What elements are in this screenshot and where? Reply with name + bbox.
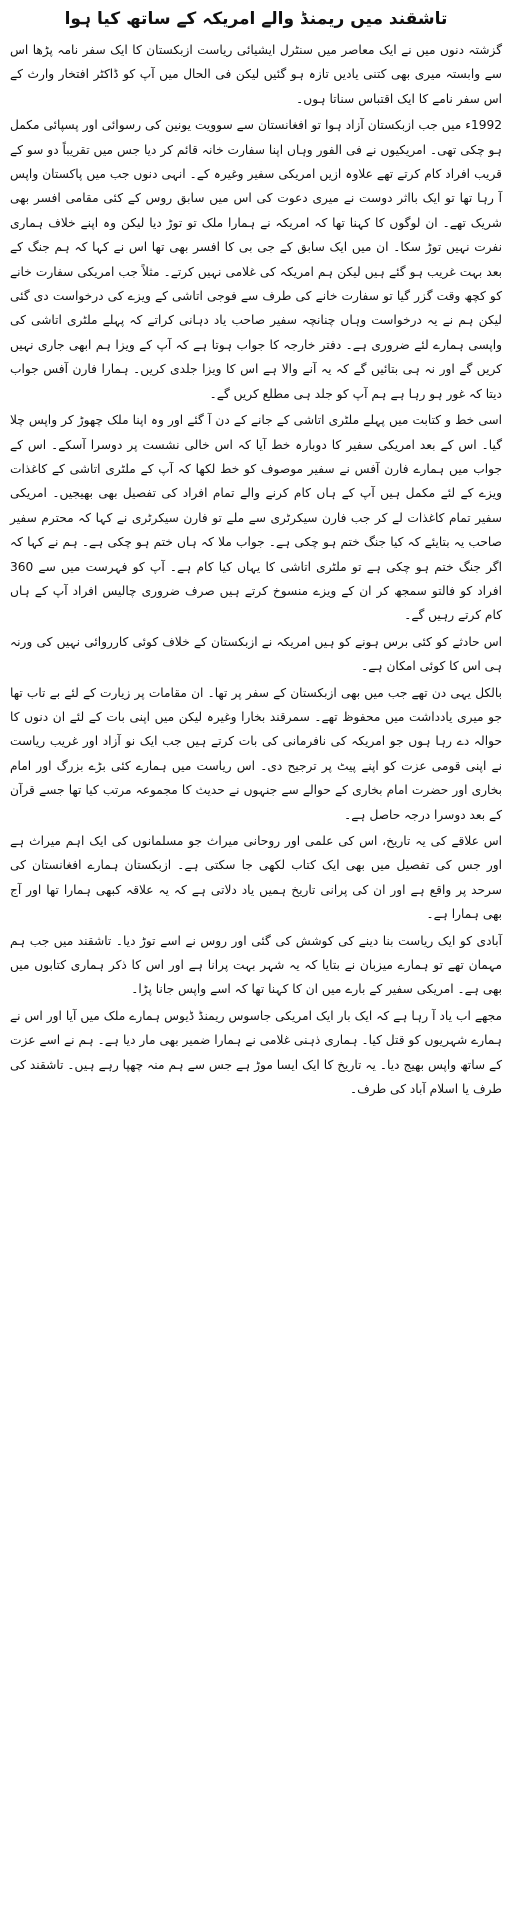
article-paragraph: اسی خط و کتابت میں پہلے ملٹری اتاشی کے جانے کے دن آ گئے اور وہ اپنا ملک چھوڑ کر واپس چلا گیا۔ اس کے بعد امریکی سفیر کا دوبارہ خط آیا کہ اس خالی نشست پر دوسرا آسکے۔ اس کے جواب میں ہمارے فارن آفس نے سفیر موصوف کو خط لکھا کہ آپ کے ملٹری اتاشی کے کاغذات ویزے کے لئے مکمل ہیں آپ کے ہاں کام کرنے والے تمام افراد کی تفصیل بھی بھیجیں۔ امریکی سفیر تمام کاغذات لے کر جب فارن سیکرٹری سے ملے تو فارن سیکرٹری نے کہا کہ محترم سفیر صاحب یہ بتایئے کہ کیا جنگ ختم ہو چکی ہے۔ جواب ملا کہ ہاں ختم ہو چکی ہے۔ ہم نے کہا کہ اگر جنگ ختم ہو چکی ہے تو ملٹری اتاشی کا یہاں کیا کام ہے۔ آپ کو فہرست میں سے 360 افراد کو فالتو سمجھ کر ان کے ویزے منسوخ کرتے ہیں صرف ضروری چالیس افراد آپ کے ہاں کام کرتے رہیں گے۔ — [10, 413, 502, 623]
article-headline: تاشقند میں ریمنڈ والے امریکہ کے ساتھ کیا ہوا — [64, 9, 448, 29]
article-paragraph: آبادی کو ایک ریاست بنا دینے کی کوشش کی گئی اور روس نے اسے توڑ دیا۔ تاشقند میں جب ہم مہمان تھے تو ہمارے میزبان نے بتایا کہ یہ شہر بہت پرانا ہے اور اس کا ذکر ہماری کتابوں میں بھی ہے۔ امریکی سفیر کے بارے میں ان کا کہنا تھا کہ اسے واپس جانا پڑا۔ — [10, 933, 502, 997]
article-paragraph: 1992ء میں جب ازبکستان آزاد ہوا تو افغانستان سے سوویت یونین کی رسوائی اور پسپائی مکمل ہو چکی تھی۔ امریکیوں نے فی الفور وہاں اپنا سفارت خانہ قائم کر دیا جس میں تقریباً دو سو کے قریب افراد کام کرتے تھے علاوہ ازیں امریکی سفیر وغیرہ کے۔ انہی دنوں جب میں پاکستان واپس آ رہا تھا تو ایک بااثر دوست نے میری دعوت کی اس میں سابق روس کے کئی مقامی افسر بھی شریک تھے۔ ان لوگوں کا کہنا تھا کہ امریکہ نے ہمارا ملک تو توڑ دیا لیکن وہ اپنے خلاف ہماری نفرت نہیں توڑ سکا۔ ان میں ایک سابق کے جی بی کا افسر بھی تھا اس نے کہا کہ ہم جنگ کے بعد بہت غریب ہو گئے ہیں لیکن ہم امریکہ کی غلامی نہیں کرتے۔ مثلاً جب امریکی سفارت خانے کو کچھ وقت گزر گیا تو سفارت خانے کی طرف سے فوجی اتاشی کے ویزے کی درخواست دی گئی لیکن ہم نے یہ درخواست وہاں چنانچہ سفیر صاحب یاد دہانی کراتے کہ پہلے ملٹری اتاشی کی واپسی ہمارے لئے ضروری ہے۔ دفتر خارجہ کا جواب ہوتا ہے کہ آپ کے ویزا ہم ابھی جاری نہیں کریں گے اور نہ ہی بتائیں گے کہ یہ آنے والا ہے اس کا ویزا جلدی کریں۔ ہمارا فارن آفس جواب دیتا کہ غور ہو رہا ہے ہم آپ کو جلد ہی مطلع کریں گے۔ — [10, 118, 502, 401]
article-body — [10, 38, 502, 1101]
article-paragraph: بالکل یہی دن تھے جب میں بھی ازبکستان کے سفر پر تھا۔ ان مقامات پر زیارت کے لئے بے تاب تھا جو میری یادداشت میں محفوظ تھے۔ سمرقند بخارا وغیرہ لیکن میں اپنی بات کے لئے ان دنوں کا حوالہ دے رہا ہوں جو امریکہ کی نافرمانی کی بات کرتے ہیں جب ایک نو آزاد اور غریب ریاست نے اپنی قومی عزت کو اپنے پیٹ پر ترجیح دی۔ اس ریاست میں ہمارے کئی بڑے بزرگ اور امام بخاری اور حضرت امام بخاری کے حوالے سے جنہوں نے حدیث کا مجموعہ مرتب کیا تھا جسے قرآن کے بعد دوسرا درجہ حاصل ہے۔ — [10, 685, 502, 822]
article-paragraph: اس حادثے کو کئی برس ہونے کو ہیں امریکہ نے ازبکستان کے خلاف کوئی کارروائی نہیں کی ورنہ ہی اس کا کوئی امکان ہے۔ — [10, 634, 502, 674]
article-paragraph: اس علاقے کی یہ تاریخ، اس کی علمی اور روحانی میراث جو مسلمانوں کی ایک اہم میراث ہے اور جس کی تفصیل میں بھی ایک کتاب لکھی جا سکتی ہے۔ ازبکستان ہمارے افغانستان کی سرحد پر واقع ہے اور ان کی پرانی تاریخ ہمیں یاد دلاتی ہے کہ یہ علاقہ کبھی ہمارا تھا اور آج بھی ہمارا ہے۔ — [10, 834, 502, 922]
article-paragraph: مجھے اب یاد آ رہا ہے کہ ایک بار ایک امریکی جاسوس ریمنڈ ڈیوس ہمارے ملک میں آیا اور اس نے ہمارے شہریوں کو قتل کیا۔ ہماری ذہنی غلامی نے ہمارا ضمیر بھی مار دیا ہے۔ ہم نے اسے عزت کے ساتھ واپس بھیج دیا۔ یہ تاریخ کا ایک ایسا موڑ ہے جس سے ہم منہ چھپا رہے ہیں۔ تاشقند کی طرف یا اسلام آباد کی طرف۔ — [10, 1008, 502, 1097]
article-paragraph: گزشتہ دنوں میں نے ایک معاصر میں سنٹرل ایشیائی ریاست ازبکستان کا ایک سفر نامہ پڑھا اس سے وابستہ میری بھی کتنی یادیں تازہ ہو گئیں لیکن فی الحال میں آپ کو ڈاکٹر افتخار وارث کے اس سفر نامے کا ایک اقتباس سناتا ہوں۔ — [10, 43, 502, 106]
